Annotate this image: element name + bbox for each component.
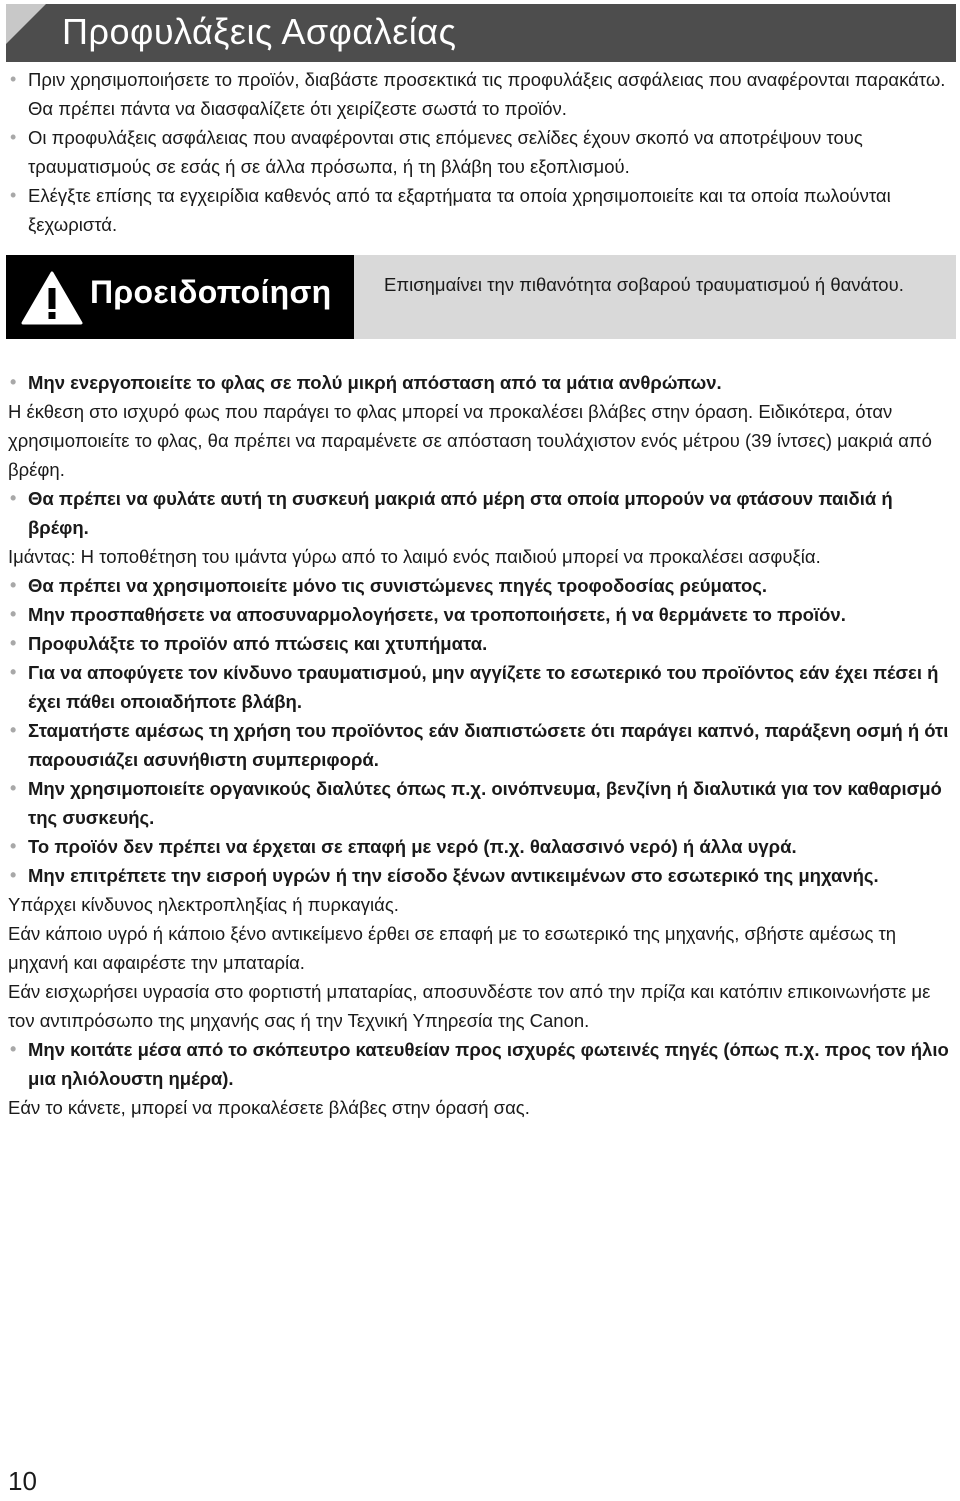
intro-list <box>8 65 953 239</box>
warning-bullet-item: • Μην προσπαθήσετε να αποσυναρμολογήσετε, να τροποποιήσετε, ή να θερμάνετε το προϊόν. <box>8 600 953 629</box>
warning-description: Επισημαίνει την πιθανότητα σοβαρού τραυματισμού ή θανάτου. <box>384 274 904 295</box>
warning-label-box <box>6 255 354 339</box>
explanation-text: Εάν το κάνετε, μπορεί να προκαλέσετε βλάβες στην όρασή σας. <box>8 1097 530 1118</box>
page-title: Προφυλάξεις Ασφαλείας <box>62 11 457 52</box>
warning-bullet-item: • Το προϊόν δεν πρέπει να έρχεται σε επαφή με νερό (π.χ. θαλασσινό νερό) ή άλλα υγρά. <box>8 832 953 861</box>
bullet-icon: • <box>10 372 17 392</box>
explanation-text: Ιμάντας: Η τοποθέτηση του ιμάντα γύρω από το λαιμό ενός παιδιού μπορεί να προκαλέσει ασφυξία. <box>8 546 821 567</box>
title-corner-decoration <box>6 4 46 44</box>
bullet-icon: • <box>10 836 17 856</box>
bullet-icon: • <box>10 720 17 740</box>
warning-bullet-item: • Μην χρησιμοποιείτε οργανικούς διαλύτες όπως π.χ. οινόπνευμα, βενζίνη ή διαλυτικά για τον καθαρισμό της συσκευής. <box>8 774 953 832</box>
intro-item: • Οι προφυλάξεις ασφάλειας που αναφέρονται στις επόμενες σελίδες έχουν σκοπό να αποτρέψουν τους τραυματισμούς σε εσάς ή σε άλλα πρόσωπα, ή τη βλάβη του εξοπλισμού. <box>8 123 953 181</box>
warning-bullet-item: • Μην ενεργοποιείτε το φλας σε πολύ μικρή απόσταση από τα μάτια ανθρώπων. <box>8 368 953 397</box>
bullet-icon: • <box>10 865 17 885</box>
bullet-icon: • <box>10 127 17 147</box>
warning-bullet-item: • Μην επιτρέπετε την εισροή υγρών ή την είσοδο ξένων αντικειμένων στο εσωτερικό της μηχανής. <box>8 861 953 890</box>
warning-items <box>8 368 953 1122</box>
bullet-icon: • <box>10 1039 17 1059</box>
warning-bullet-item: • Θα πρέπει να φυλάτε αυτή τη συσκευή μακριά από μέρη στα οποία μπορούν να φτάσουν παιδιά ή βρέφη. <box>8 484 953 542</box>
warning-bullet-item: • Για να αποφύγετε τον κίνδυνο τραυματισμού, μην αγγίζετε το εσωτερικό του προϊόντος εάν έχει πέσει ή έχει πάθει οποιαδήποτε βλάβη. <box>8 658 953 716</box>
warning-bullet-item: • Προφυλάξτε το προϊόν από πτώσεις και χτυπήματα. <box>8 629 953 658</box>
warning-triangle-icon <box>20 270 84 326</box>
bullet-icon: • <box>10 604 17 624</box>
explanation-text: Εάν κάποιο υγρό ή κάποιο ξένο αντικείμενο έρθει σε επαφή με το εσωτερικό της μηχανής, σβήστε αμέσως τη μηχανή και αφαιρέστε την μπαταρία. <box>8 923 897 973</box>
page-number: 10 <box>8 1466 37 1496</box>
warning-bullet-item: • Μην κοιτάτε μέσα από το σκόπευτρο κατευθείαν προς ισχυρές φωτεινές πηγές (όπως π.χ. προς τον ήλιο μια ηλιόλουστη ημέρα). <box>8 1035 953 1093</box>
bullet-icon: • <box>10 575 17 595</box>
bullet-icon: • <box>10 778 17 798</box>
bullet-icon: • <box>10 633 17 653</box>
intro-item: • Ελέγξτε επίσης τα εγχειρίδια καθενός από τα εξαρτήματα τα οποία χρησιμοποιείτε και τα οποία πωλούνται ξεχωριστά. <box>8 181 953 239</box>
bullet-icon: • <box>10 185 17 205</box>
explanation-text: Η έκθεση στο ισχυρό φως που παράγει το φλας μπορεί να προκαλέσει βλάβες στην όραση. Ειδικότερα, όταν χρησιμοποιείτε το φλας, θα πρέπει να παραμένετε σε απόσταση τουλάχιστον ενός μέτρου (39 ίντσες) μακριά από βρέφη. <box>8 401 932 480</box>
bullet-icon: • <box>10 488 17 508</box>
warning-bullet-item: • Σταματήστε αμέσως τη χρήση του προϊόντος εάν διαπιστώσετε ότι παράγει καπνό, παράξενη οσμή ή ότι παρουσιάζει ασυνήθιστη συμπεριφορά. <box>8 716 953 774</box>
bullet-icon: • <box>10 69 17 89</box>
explanation-text: Υπάρχει κίνδυνος ηλεκτροπληξίας ή πυρκαγιάς. <box>8 894 399 915</box>
bullet-icon: • <box>10 662 17 682</box>
warning-label: Προειδοποίηση <box>90 274 332 310</box>
intro-item: • Πριν χρησιμοποιήσετε το προϊόν, διαβάστε προσεκτικά τις προφυλάξεις ασφάλειας που αναφέρονται παρακάτω. Θα πρέπει πάντα να διασφαλίζετε ότι χειρίζεστε σωστά το προϊόν. <box>8 65 953 123</box>
section-title-bar <box>6 4 956 62</box>
warning-bullet-item: • Θα πρέπει να χρησιμοποιείτε μόνο τις συνιστώμενες πηγές τροφοδοσίας ρεύματος. <box>8 571 953 600</box>
warning-banner <box>6 255 956 339</box>
explanation-text: Εάν εισχωρήσει υγρασία στο φορτιστή μπαταρίας, αποσυνδέστε τον από την πρίζα και κατόπιν επικοινωνήστε με τον αντιπρόσωπο της μηχανής σας ή την Τεχνική Υπηρεσία της Canon. <box>8 981 931 1031</box>
